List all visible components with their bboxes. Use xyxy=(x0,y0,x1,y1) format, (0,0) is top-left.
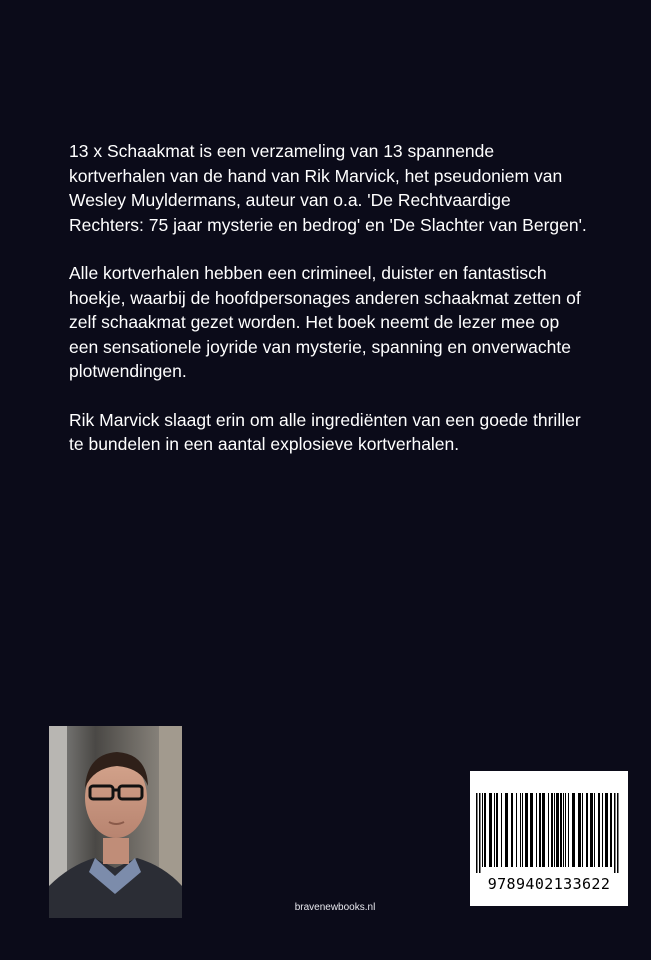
author-portrait-illustration xyxy=(49,726,182,918)
barcode-bar xyxy=(511,793,513,867)
isbn-barcode xyxy=(470,771,628,906)
barcode-bar xyxy=(548,793,549,867)
barcode-bar xyxy=(476,793,478,873)
barcode-bar xyxy=(560,793,562,867)
barcode-bar xyxy=(530,793,533,867)
barcode-bar xyxy=(542,793,545,867)
barcode-bar xyxy=(605,793,608,867)
barcode-bar xyxy=(484,793,486,867)
blurb-paragraph-3: Rik Marvick slaagt erin om alle ingrediënten van een goede thriller te bundelen in een aantal explosieve kortverhalen. xyxy=(69,409,581,454)
barcode-bar xyxy=(568,793,569,867)
barcode-bar xyxy=(494,793,495,867)
barcode-bars xyxy=(470,771,628,875)
barcode-bar xyxy=(525,793,528,867)
barcode-bar xyxy=(501,793,502,867)
publisher-website: bravenewbooks.nl xyxy=(294,902,376,913)
blurb-paragraph-1: 13 x Schaakmat is een verzameling van 13 spannende kortverhalen van de hand van Rik Marvick, het pseudoniem van Wesley Muyldermans, auteur van o.a. 'De Rechtvaardige Rechters: 75 jaar mysterie en bedrog' en 'De Slachter van Bergen'. xyxy=(69,141,587,235)
barcode-bar xyxy=(582,793,583,867)
blurb-paragraph-2: Alle kortverhalen hebben een crimineel, duister en fantastisch hoekje, waarbij de hoofdpersonages anderen schaakmat zetten of zelf schaakmat gezet worden. Het boek neemt de lezer mee op een sensationele joyride van mysterie, spanning en onverwachte plotwendingen. xyxy=(69,263,581,381)
blurb-text xyxy=(69,139,589,481)
barcode-bar xyxy=(614,793,616,873)
barcode-bar xyxy=(516,793,517,867)
barcode-bar xyxy=(536,793,537,867)
barcode-bar xyxy=(551,793,553,867)
barcode-bar xyxy=(482,793,483,867)
barcode-bar xyxy=(610,793,612,867)
barcode-bar xyxy=(572,793,575,867)
barcode-bar xyxy=(554,793,555,867)
barcode-bar xyxy=(590,793,593,867)
barcode-bar xyxy=(617,793,619,873)
barcode-bar xyxy=(602,793,603,867)
barcode-bar xyxy=(496,793,498,867)
barcode-bar xyxy=(505,793,508,867)
barcode-bar xyxy=(520,793,521,867)
barcode-bar xyxy=(539,793,541,867)
barcode-bar xyxy=(556,793,559,867)
barcode-bar xyxy=(594,793,595,867)
barcode-bar xyxy=(598,793,600,867)
barcode-bar xyxy=(565,793,566,867)
barcode-bar xyxy=(522,793,523,867)
isbn-number: 9789402133622 xyxy=(487,875,611,893)
barcode-bar xyxy=(563,793,564,867)
barcode-bar xyxy=(479,793,481,873)
barcode-bar xyxy=(586,793,588,867)
barcode-bar xyxy=(489,793,492,867)
barcode-bar xyxy=(578,793,581,867)
author-photo xyxy=(49,726,182,918)
